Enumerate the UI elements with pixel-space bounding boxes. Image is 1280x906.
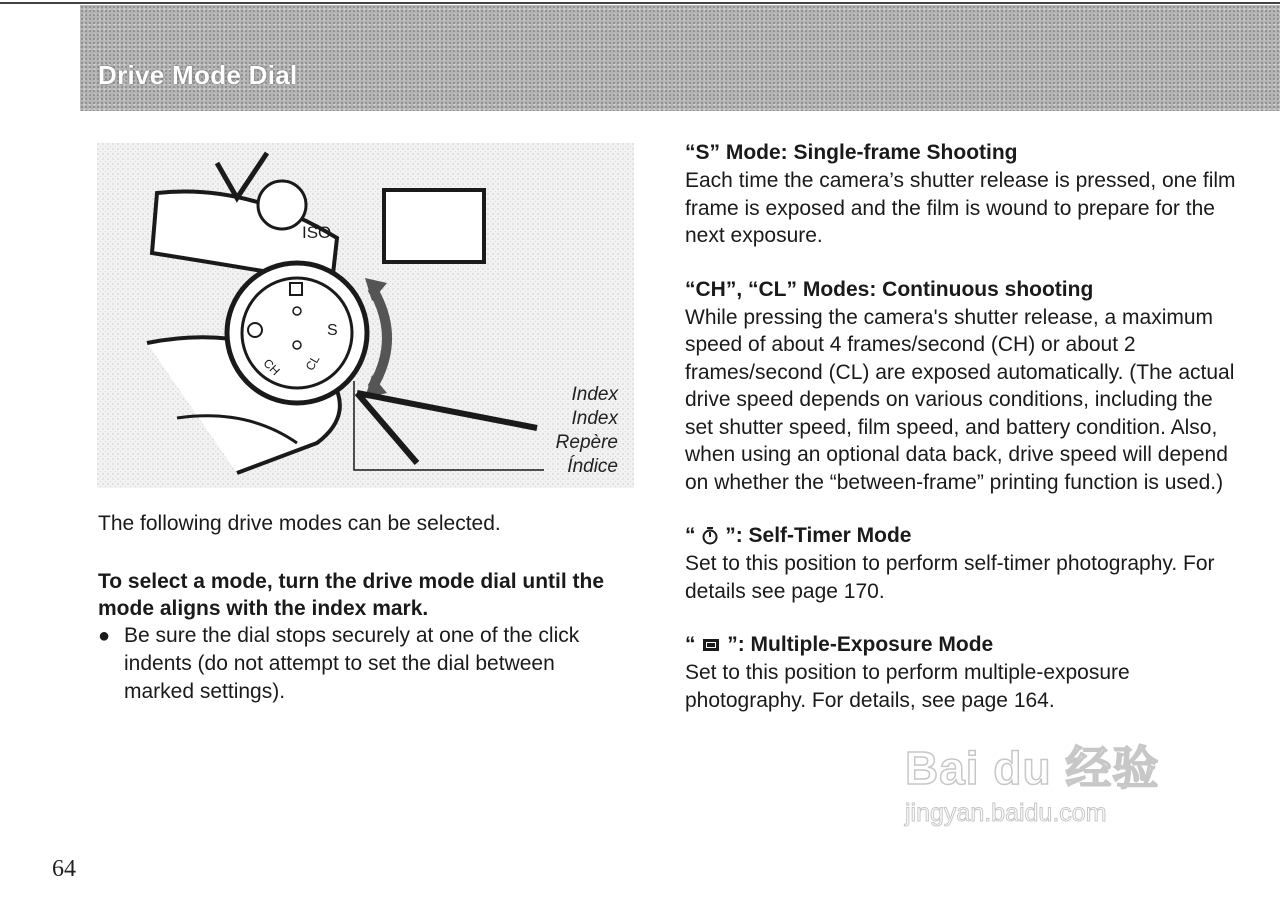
callout-de: Index [571,408,618,429]
s-mode-section [685,139,1245,250]
self-timer-quote-open: “ [685,524,696,547]
dial-cl-label: CL [302,352,323,373]
self-timer-heading [685,522,1245,550]
self-timer-icon [701,526,719,546]
bullet-text: Be sure the dial stops securely at one of the click indents (do not attempt to set the dial between marked settings). [124,624,580,703]
camera-hand-drawing [97,143,634,488]
right-column [685,139,1245,740]
multiple-exposure-icon [701,636,721,654]
drive-dial-illustration [97,143,634,488]
callout-fr: Repère [555,432,618,453]
bullet-icon: ● [98,625,111,647]
intro-text: The following drive modes can be selected. [98,512,501,535]
index-callouts [556,383,618,479]
multi-exposure-heading [685,631,1245,659]
instruction-heading: To select a mode, turn the drive mode dial until the mode aligns with the index mark. [98,570,605,620]
left-column [98,510,618,706]
self-timer-quote-close: ”: Self-Timer Mode [725,524,912,547]
multi-exposure-quote-open: “ [685,633,696,656]
callout-en: Index [571,384,618,405]
callout-es: Índice [567,456,618,477]
self-timer-body: Set to this position to perform self-timer photography. For details see page 170. [685,552,1215,603]
multi-exposure-section [685,631,1245,714]
watermark-logo: Bai du 经验 [905,742,1160,794]
page-number: 64 [52,856,76,882]
s-mode-heading: “S” Mode: Single-frame Shooting [685,141,1018,164]
bullet-item [98,622,618,706]
top-rule [0,2,1280,4]
continuous-mode-body: While pressing the camera's shutter release, a maximum speed of about 4 frames/second (CH) or about 2 frames/second (CL) are exposed automatically. (The actual drive speed depends on various conditions, including the set shutter speed, film speed, and battery condition. Also, when using an optional data back, drive speed will depend on whether the “between-frame” printing function is used.) [685,305,1235,494]
s-mode-body: Each time the camera’s shutter release is pressed, one film frame is exposed and the film is wound to prepare for the next exposure. [685,169,1236,247]
self-timer-section [685,522,1245,605]
dial-ch-label: CH [260,355,283,379]
iso-label: ISO [302,223,332,242]
dial-s-label: S [327,322,338,339]
watermark-url: jingyan.baidu.com [905,799,1107,827]
continuous-mode-section [685,276,1245,497]
page-title: Drive Mode Dial [98,60,298,90]
continuous-mode-heading: “CH”, “CL” Modes: Continuous shooting [685,277,1094,301]
baidu-watermark [905,738,1205,858]
multi-exposure-quote-close: ”: Multiple-Exposure Mode [727,633,994,656]
multi-exposure-body: Set to this position to perform multiple-exposure photography. For details, see page 164. [685,661,1130,712]
section-banner [80,5,1280,111]
